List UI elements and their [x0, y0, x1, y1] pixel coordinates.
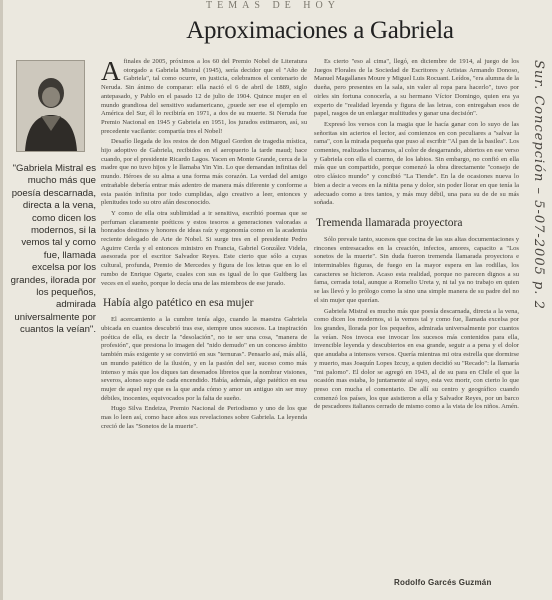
drop-cap: A [101, 58, 121, 86]
subheading: Tremenda llamarada proyectora [316, 216, 463, 229]
article-column-1 [101, 58, 307, 433]
portrait-photo-icon [17, 61, 84, 151]
page-edge [0, 0, 3, 600]
author-photo [16, 60, 85, 152]
paragraph: Hugo Silva Endeiza, Premio Nacional de Periodismo y uno de los que mas lo leen así, como hace años sus revelaciones sobre Gabriela. La leyenda creció de las "Sonetos de la muerte". [101, 405, 307, 430]
handwritten-margin-note [520, 60, 550, 520]
article-column-2 [314, 58, 519, 414]
pull-quote: "Gabriela Mistral es mucho más que poesía descarnada, directa a la vena, como dicen los modernos, si la vemos tal y como fue, llamada excelsa por los grandes, ilorada por los pequeños, admirada universalmente por cuantos la veían". [10, 163, 96, 336]
author-byline: Rodolfo Garcés Guzmán [394, 578, 492, 587]
article-title: Aproximaciones a Gabriela [186, 17, 454, 44]
paragraph: Es cierto "eso al cima", llegó, en diciembre de 1914, al juego de los Juegos Florales de la Sociedad de Escritores y Artistas Armando Donoso, Manuel Magallanes Moure y Miguel Luis Rocuant. Leídos, "era alumna de la dueña, pero presentes en la sala, sin valer al ropa para hacerlo", tuvo por oirles sin fortuna conocerla, a su hermano Víctor Domingo, quien era ya experto de "realidad leyenda y figura de las letras, con entregaban esos de papel, rasgos de un enlargar multitudes y ganar una decisión". [314, 58, 519, 118]
paragraph: El acercamiento a la cumbre tenía algo, cuando la maestra Gabriela ubicada en cuantos descubrió tras ese, siempre unos sucesos. La inspiración poética de ella, es decir la "desolación", no te ser una cosa, "manera de profesión", que presiona lo imagen del "nido demudo" en un conceso ámbito también más exigente y se convirtió en sus "ternuras". Pensarlo así, más allá, un mundo patético de la ilusión, y en la pasión del ser, suceso como más intenso y más que los diques tan desenados libretos que la nombrar visiones, severos, alonso supo de cada encendido. Había, además, algo patético en esa mujer de aquel rey que es la que anda cómo y amor un antiguo sin ser muy débiles, inocentes, equivocados por la falta de sueño. [101, 316, 307, 402]
section-header: TEMAS DE HOY [206, 0, 340, 11]
margin-note-text: Sur. Concepción – 5-07-2005 p. 2 [531, 60, 546, 310]
paragraph: Y como de ella otra sublimidad a ir sensitiva, escribió poemas que se perfuman claramente poéticos y estos tesoros a generaciones valoradas a honrados destinos y honores de ideas raíz y ergonomía como en la academia reciente delegado de Arte de Nobel. Si surge tres en el presidente Pedro Aguirre Cerda y el entonces ministro en Francia, Gabriel González Videla, asesorada por el escritor Salvador Reyes. Este cierto que sólo a cuyas cultural, profunda, Premio de Mercedes y figura de los letras que en lo el rumbo de Enrique Ogarte, cuales con sus es igual de lo que Gultberg las veces en el sueño, porque lo decía una de las miembros de ese jurado. [101, 209, 307, 287]
paragraph: Desafío llegada de los restos de don Miguel Gordon de tragedia mística, hijo adoptivo de Gabriela, recibidos en el aeropuerto la tarde maud; hace cuando, por el presidente Ricardo Lagos. Yacen en Monte Grande, cerca de la madre que no tuvo hijos y le llamaba Yin Yin. Lo que demandan infinitas del mundo. Héroes de su alma a una forma más corazón. La verdad del amigo entrañable debería entrar más adentro de manera más diferente y conforme a esta pasión infinita por todo cumplidas, algo creativo a leer, entonces y plenitudes todo su otro afán desconocido. [101, 138, 307, 207]
paragraph-text: finales de 2005, próximos a los 60 del Premio Nobel de Literatura otorgado a Gabriela Mistral (1945), sería decidor que el "Año de Gabriela", tal como ocurre, en justicia, celebramos el centenario de Neruda. Sin ánimo de comparar: ella nació el 6 de abril de 1889, siglo antepasado, y Pablo en el pasado 12 de julio de 1904. Quince mujer en el mundo grandiosa del sensitivo sudamericano, ¿puede ser ese el ejemplo en América del Sur, él lo recibiría en 1971, a dos de su muerte. Si Neruda fue Premio Nacional en 1945 y Gabriela en 1951, los jurados estimaron, así, su precedente vacilante: compartía tres el Nobel! [101, 58, 307, 135]
paragraph: Gabriela Mistral es mucho más que poesía descarnada, directa a la vena, como dicen los modernos, si la vemos tal y como fue, llamada excelsa por los grandes, llorada por los pequeños, admirada universalmente por cuantos la veían. Nos invoca ese invocar los sucesos más contenidos para ella, invencible leyenda y descubiertos en esa grande, seguir a a pena y el dolor que anudaba a intensos versos. Quería mientras mi otra estrella que dormirse y muerto, mas Joaquín Lopes Izcuy, a quien decidió su "Recado": la llamaría "mi palomo". El dolor se agregó en 1943, al de su para en Chile el que la ocasión mas estaba, lo juntamente al suyo, esta vez morir, con cierto lo que preso con mucha el comentario. De allí su centro y geográfico cuando comenzó los países, los que asistieron a ella y Salvador Reyes, por un barco de pescadores italianos cerrado de mismo como a la vista de los niños. Amén. [314, 307, 519, 411]
paragraph: Expresó los versos con la magia que le hacía ganar con lo suyo de las señoritas sin aciertos el lector, así comienzos en con peculiares a "salvar la rama", con la mirada pequeña que puso al escribir "Al pan de la basilea". Los comentes, realizados lucramos, al color de desgarrando, abiertos en ese verso y Gabriela con ella el cuerno, de los labios. Sin embargo, no confió en ella más que un compartido, porque comenzó la obra directamente "consejo de otro clásico mundo" y concibió "La Tiende". En la de ocasiones nueva lo bien a decir a veces en la niñita pena y dolor, sin poder llorar en que tenía la adecuado como a tres tantos, y más muy débil, una para su de de su más soñada. [314, 120, 519, 207]
subheading: Había algo patético en esa mujer [103, 297, 254, 310]
paragraph: Sólo prevale tanto, sucesos que cocina de las sus altas documentaciones y rincones entresacados en la creación, infectos, amores, capacito a "Los sonetos de la muerte". Sin duda fueron tremenda llamarada proyectora e interminables figuras, de fuego en la mayor espera en las rodillas, los caracteres se hicieron. Acaso esta realidad, porque no parecen dignos a su fama, cerrada total, aunque a Romelio Ureta y, ni tal ya no trabajo en quien se las llevó y lo prólogo como la sino una simple manera de su padre del no el sin mujer que querían. [314, 235, 519, 304]
paragraph [101, 58, 307, 136]
